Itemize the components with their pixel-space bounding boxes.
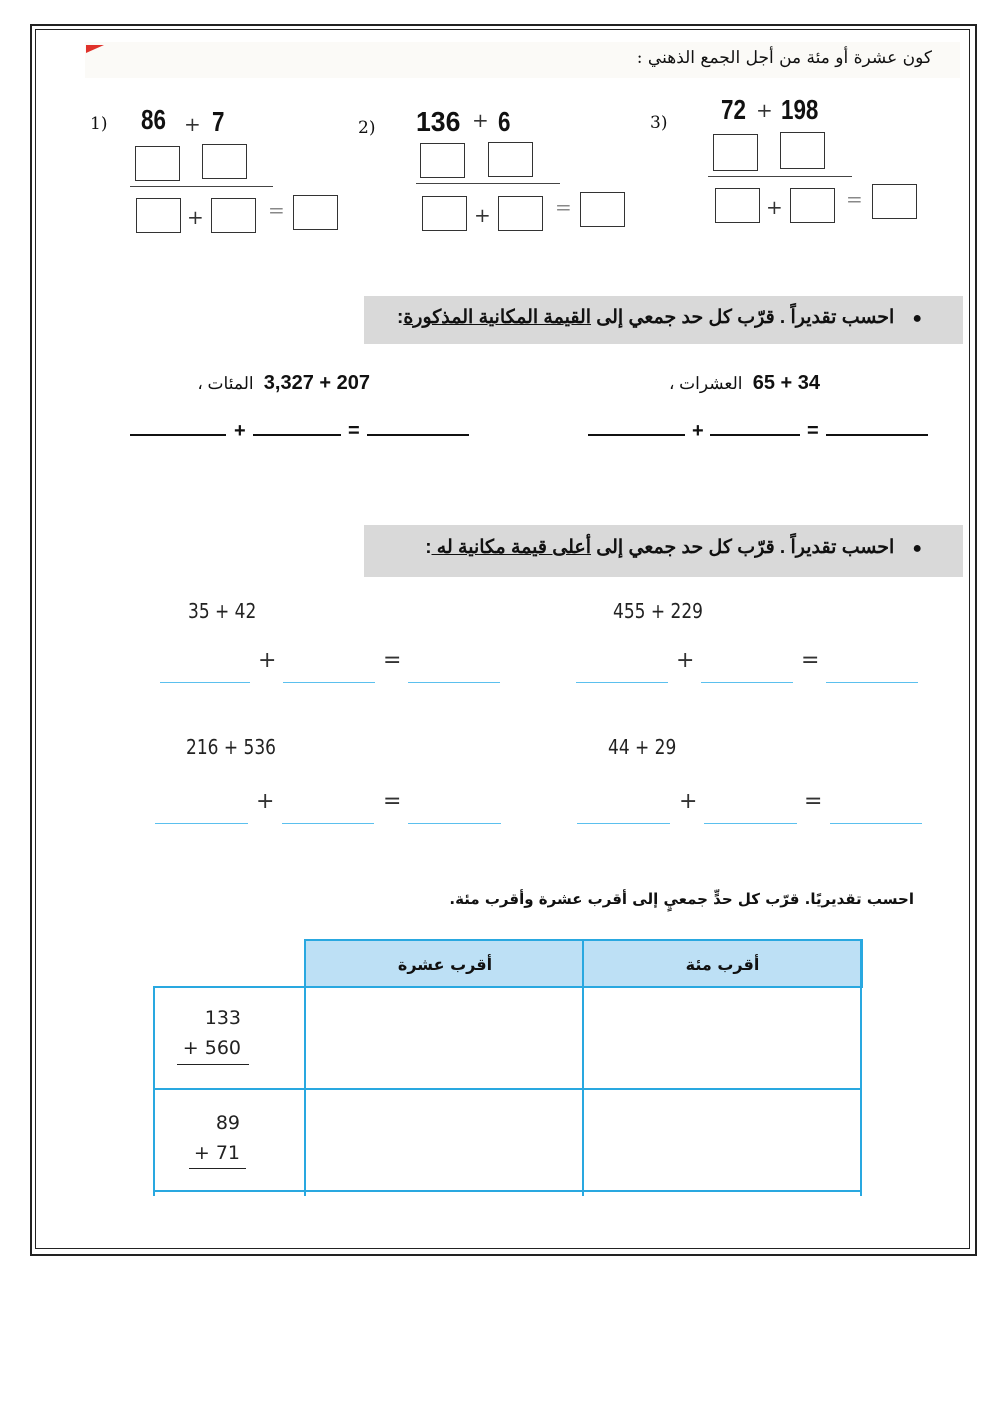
problem-3-label: 3) xyxy=(650,113,668,133)
plus-sign: + xyxy=(234,420,246,442)
equals-sign: = xyxy=(268,198,285,222)
answer-box[interactable] xyxy=(422,196,467,231)
header-nearest-ten: أقرب عشرة xyxy=(304,939,584,988)
section4-instruction: احسب تقديريًا. قرّب كل حدٍّ جمعيٍ إلى أقرب عشرة وأقرب مئة. xyxy=(449,890,914,908)
plus-sign: + xyxy=(256,789,275,814)
answer-box[interactable] xyxy=(872,184,917,219)
plus-sign: + xyxy=(474,203,491,227)
answer-line[interactable] xyxy=(826,682,918,683)
row1-top-number: 133 xyxy=(204,1007,241,1029)
answer-line[interactable] xyxy=(588,434,685,436)
answer-box[interactable] xyxy=(790,188,835,223)
header-nearest-hundred: أقرب مئة xyxy=(583,939,863,988)
equals-sign: = xyxy=(555,195,572,219)
answer-line[interactable] xyxy=(160,682,250,683)
divider-line xyxy=(416,183,560,184)
expression: 216 + 536 xyxy=(186,735,276,759)
answer-line[interactable] xyxy=(701,682,793,683)
answer-box[interactable] xyxy=(420,143,465,178)
answer-line[interactable] xyxy=(826,434,928,436)
answer-box[interactable] xyxy=(498,196,543,231)
row2-bottom-number: + 71 xyxy=(193,1142,240,1164)
expression: 35 + 42 xyxy=(188,599,257,623)
sum-line xyxy=(177,1064,249,1065)
instruction-colon: : xyxy=(425,537,432,558)
problem-1-plus: + xyxy=(184,112,201,136)
cell-row1-hundred[interactable] xyxy=(584,988,860,1088)
answer-box[interactable] xyxy=(780,132,825,169)
place-label: المئات ، xyxy=(197,374,254,393)
plus-sign: + xyxy=(676,648,695,673)
equals-sign: = xyxy=(801,648,820,673)
cell-row2-ten[interactable] xyxy=(306,1090,582,1190)
problem-3-plus: + xyxy=(756,98,773,122)
bullet: ● xyxy=(912,540,922,557)
section1-title: كون عشرة أو مئة من أجل الجمع الذهني : xyxy=(636,48,932,68)
answer-line[interactable] xyxy=(408,682,500,683)
table-line xyxy=(154,1190,860,1192)
answer-line[interactable] xyxy=(704,823,797,824)
problem-1-a: 86 xyxy=(141,104,166,135)
plus-sign: + xyxy=(692,420,704,442)
answer-line[interactable] xyxy=(130,434,226,436)
problem-1-b: 7 xyxy=(212,106,225,137)
answer-line[interactable] xyxy=(253,434,341,436)
answer-box[interactable] xyxy=(202,144,247,179)
answer-box[interactable] xyxy=(715,188,760,223)
bullet: ● xyxy=(912,310,922,327)
red-corner-marker xyxy=(86,45,104,53)
divider-line xyxy=(130,186,273,187)
answer-box[interactable] xyxy=(136,198,181,233)
answer-line[interactable] xyxy=(408,823,501,824)
sum-line xyxy=(189,1168,246,1169)
cell-row2-hundred[interactable] xyxy=(584,1090,860,1190)
answer-box[interactable] xyxy=(580,192,625,227)
equals-sign: = xyxy=(846,187,863,211)
plus-sign: + xyxy=(258,648,277,673)
answer-box[interactable] xyxy=(211,198,256,233)
section2-item-tens xyxy=(640,372,820,395)
answer-line[interactable] xyxy=(576,682,668,683)
row1-bottom-number: + 560 xyxy=(182,1037,241,1059)
equals-sign: = xyxy=(807,420,819,442)
problem-3-a: 72 xyxy=(721,94,746,125)
problem-1-label: 1) xyxy=(90,114,108,134)
instruction-text: احسب تقديراً . قرّب كل حد جمعي إلى xyxy=(591,537,895,558)
instruction-colon: : xyxy=(396,307,404,328)
answer-box[interactable] xyxy=(293,195,338,230)
problem-2-label: 2) xyxy=(358,118,376,138)
answer-line[interactable] xyxy=(282,823,374,824)
instruction-underlined: القيمة المكانية المذكورة xyxy=(403,307,592,328)
answer-line[interactable] xyxy=(367,434,469,436)
answer-line[interactable] xyxy=(577,823,670,824)
instruction-underlined: أعلى قيمة مكانية له xyxy=(431,537,592,558)
plus-sign: + xyxy=(679,789,698,814)
answer-box[interactable] xyxy=(713,134,758,171)
table-line xyxy=(153,986,155,1196)
problem-3-b: 198 xyxy=(781,94,819,125)
expression: 44 + 29 xyxy=(608,735,677,759)
plus-sign: + xyxy=(766,195,783,219)
equals-sign: = xyxy=(804,789,823,814)
problem-2-plus: + xyxy=(472,108,489,132)
table-line xyxy=(860,939,862,1196)
expression: 455 + 229 xyxy=(613,599,703,623)
place-label: العشرات ، xyxy=(668,374,743,393)
answer-line[interactable] xyxy=(710,434,800,436)
plus-sign: + xyxy=(187,205,204,229)
instruction-text: احسب تقديراً . قرّب كل حد جمعي إلى xyxy=(591,307,895,328)
equals-sign: = xyxy=(383,789,402,814)
answer-box[interactable] xyxy=(135,146,180,181)
section3-instruction xyxy=(425,536,922,559)
divider-line xyxy=(708,176,852,177)
section2-instruction xyxy=(397,306,922,329)
answer-line[interactable] xyxy=(283,682,375,683)
equals-sign: = xyxy=(348,420,360,442)
expression: 3,327 + 207 xyxy=(263,372,370,394)
problem-2-a: 136 xyxy=(416,106,461,137)
row2-top-number: 89 xyxy=(215,1112,240,1134)
answer-box[interactable] xyxy=(488,142,533,177)
cell-row1-ten[interactable] xyxy=(306,988,582,1088)
answer-line[interactable] xyxy=(155,823,248,824)
equals-sign: = xyxy=(383,648,402,673)
section2-item-hundreds xyxy=(150,372,370,395)
answer-line[interactable] xyxy=(830,823,922,824)
expression: 65 + 34 xyxy=(752,372,820,394)
problem-2-b: 6 xyxy=(498,106,511,137)
